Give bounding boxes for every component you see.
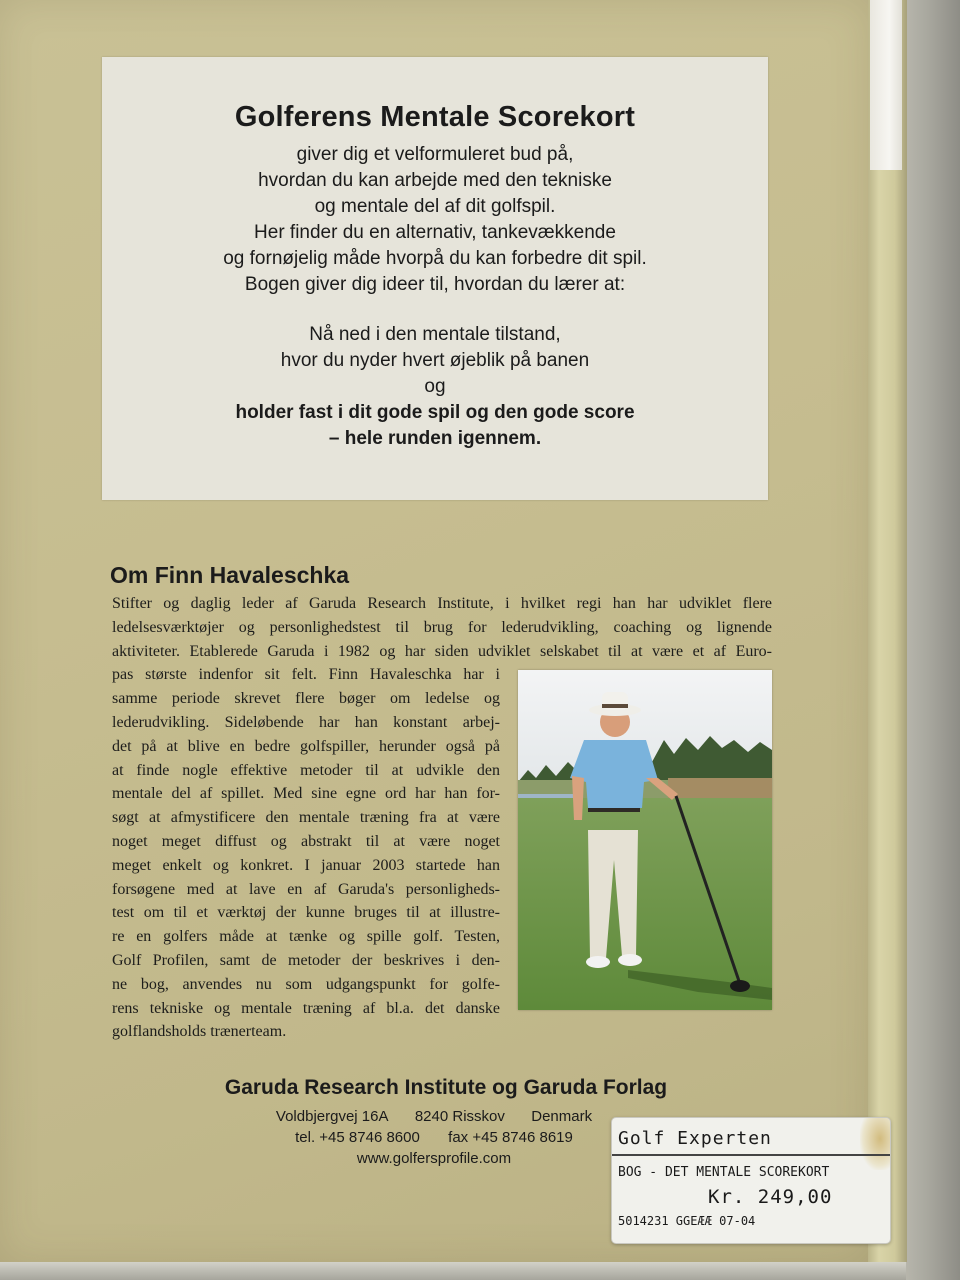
bio-line: ledelsesværktøjer og personlighedstest til brug for lederudvikling, coaching og lignende — [112, 618, 772, 636]
item-description: BOG - DET MENTALE SCOREKORT — [618, 1165, 830, 1180]
publisher-city: 8240 Risskov — [414, 1108, 505, 1125]
bio-line: samme periode skrevet flere bøger om ledelse og — [112, 690, 500, 708]
bio-line: golflandsholds trænerteam. — [112, 1023, 287, 1041]
bio-line: lederudvikling. Sideløbende har han konstant arbej- — [112, 713, 500, 731]
bio-line: noget meget diffust og abstrakt til at være noget — [112, 832, 500, 850]
bio-line: det på at blive en bedre golfspiller, herunder også på — [112, 737, 500, 755]
publisher-street: Voldbjergvej 16A — [275, 1108, 389, 1125]
book-spine — [866, 0, 907, 1262]
publisher-country: Denmark — [531, 1108, 593, 1125]
item-code: 5014231 GGEÆÆ 07-04 — [618, 1214, 756, 1228]
bio-line: re en golfers måde at tænke og spille golf. Testen, — [112, 928, 500, 946]
blurb-line: hvordan du kan arbejde med den tekniske — [258, 170, 612, 191]
publisher-name: Garuda Research Institute og Garuda Forlag — [224, 1076, 668, 1099]
item-price: Kr. 249,00 — [708, 1186, 833, 1208]
author-photo — [518, 670, 772, 1010]
price-sticker — [611, 1117, 891, 1244]
author-heading: Om Finn Havaleschka — [110, 562, 350, 588]
blurb-line: giver dig et velformuleret bud på, — [296, 144, 574, 165]
blurb-box — [102, 57, 768, 500]
sticker-divider — [612, 1154, 890, 1156]
bio-line: at finde nogle effektive metoder til at udvikle den — [112, 761, 500, 779]
bio-line: Stifter og daglig leder af Garuda Research Institute, i hvilket regi han har udviklet flere — [112, 595, 772, 612]
blurb-bold-line: holder fast i dit gode spil og den gode score — [235, 402, 635, 423]
publisher-fax: fax +45 8746 8619 — [448, 1129, 573, 1146]
book-title: Golferens Mentale Scorekort — [234, 101, 636, 133]
shop-name: Golf Experten — [618, 1128, 772, 1149]
blurb-bold-line: – hele runden igennem. — [328, 428, 542, 449]
bio-line: Golf Profilen, samt de metoder der beskrives i den- — [112, 951, 500, 969]
blurb-line: og mentale del af dit golfspil. — [314, 196, 556, 217]
blurb-text — [102, 142, 768, 452]
blurb-line: hvor du nyder hvert øjeblik på banen — [280, 350, 590, 371]
blurb-line: Her finder du en alternativ, tankevækkende — [254, 222, 616, 243]
publisher-tel: tel. +45 8746 8600 — [295, 1129, 420, 1146]
publisher-website: www.golfersprofile.com — [356, 1150, 512, 1167]
bio-line: ne bog, anvendes nu som udgangspunkt for golfe- — [112, 975, 500, 993]
bio-line: aktiviteter. Etablerede Garuda i 1982 og har siden udviklet selskabet til at være et af Euro- — [112, 642, 772, 660]
bio-line: søgt at afmystificere den mentale træning fra at være — [112, 809, 500, 827]
bio-line: pas største indenfor sit felt. Finn Havaleschka har i — [112, 666, 500, 684]
book-bottom-edge — [0, 1262, 906, 1280]
blurb-line: Bogen giver dig ideer til, hvordan du lærer at: — [244, 274, 626, 295]
bio-line: test om til et værktøj der kunne bruges til at illustre- — [112, 904, 500, 922]
bio-line: forsøgene med at lave en af Garuda's personligheds- — [112, 880, 500, 898]
blurb-line: Nå ned i den mentale tilstand, — [309, 324, 561, 345]
bio-line: rens tekniske og mentale træning af bl.a. det danske — [112, 999, 500, 1017]
blurb-line: og fornøjelig måde hvorpå du kan forbedre dit spil. — [223, 248, 647, 269]
sticker-stain — [860, 1118, 891, 1170]
blurb-line: og — [424, 376, 446, 397]
bio-line: mentale del af spillet. Med sine egne ord har han for- — [112, 785, 500, 803]
bio-line: meget enkelt og konkret. I januar 2003 startede han — [112, 856, 500, 874]
spine-label-strip — [870, 0, 902, 170]
background-surface — [905, 0, 960, 1280]
